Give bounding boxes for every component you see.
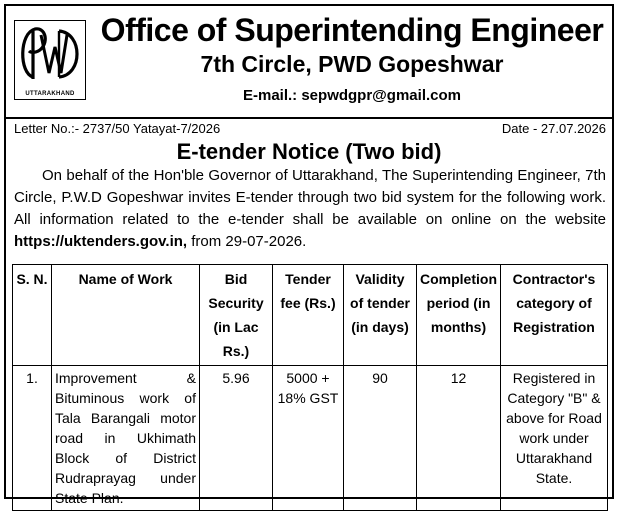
cell-bid-security: 5.96 bbox=[200, 366, 273, 511]
cell-validity: 90 bbox=[344, 366, 417, 511]
notice-body bbox=[6, 165, 612, 253]
letter-number: Letter No.:- 2737/50 Yatayat-7/2026 bbox=[14, 121, 221, 136]
cell-category: Registered in Category "B" & above for Road work under Uttarakhand State. bbox=[501, 366, 608, 511]
cell-work: Improvement & Bituminous work of Tala Barangali motor road in Ukhimath Block of District Rudraprayag under State Plan. bbox=[52, 366, 200, 511]
notice-body-part2: from 29-07-2026. bbox=[187, 233, 307, 250]
header-completion: Completion period (in months) bbox=[417, 265, 501, 366]
letter-row bbox=[6, 119, 612, 139]
notice-body-part1: On behalf of the Hon'ble Governor of Uttarakhand, The Superintending Engineer, 7th Circle, P.W.D Gopeshwar invites E-tender through two bid system for the following work. All information related to the e-tender shall be available on online on the website bbox=[14, 167, 606, 228]
table-row bbox=[13, 366, 608, 511]
notice-header bbox=[6, 6, 612, 119]
header-category: Contractor's category of Registration bbox=[501, 265, 608, 366]
cell-completion: 12 bbox=[417, 366, 501, 511]
header-bid-security: Bid Security (in Lac Rs.) bbox=[200, 265, 273, 366]
letter-date: Date - 27.07.2026 bbox=[501, 121, 606, 136]
office-circle: 7th Circle, PWD Gopeshwar bbox=[200, 51, 504, 77]
logo-caption: UTTARAKHAND bbox=[25, 91, 75, 97]
tender-table bbox=[12, 264, 608, 511]
office-email: E-mail.: sepwdgpr@gmail.com bbox=[243, 87, 461, 104]
cell-tender-fee: 5000 + 18% GST bbox=[273, 366, 344, 511]
header-tender-fee: Tender fee (Rs.) bbox=[273, 265, 344, 366]
cell-sn: 1. bbox=[13, 366, 52, 511]
tender-website-link[interactable]: https://uktenders.gov.in, bbox=[14, 233, 188, 250]
header-name-of-work: Name of Work bbox=[52, 265, 200, 366]
office-title: Office of Superintending Engineer bbox=[100, 12, 604, 48]
pwd-logo-icon bbox=[15, 21, 83, 87]
table-header-row bbox=[13, 265, 608, 366]
pwd-logo bbox=[14, 20, 86, 100]
tender-notice bbox=[4, 4, 614, 506]
header-sn: S. N. bbox=[13, 265, 52, 366]
notice-title: E-tender Notice (Two bid) bbox=[176, 139, 442, 164]
header-validity: Validity of tender (in days) bbox=[344, 265, 417, 366]
